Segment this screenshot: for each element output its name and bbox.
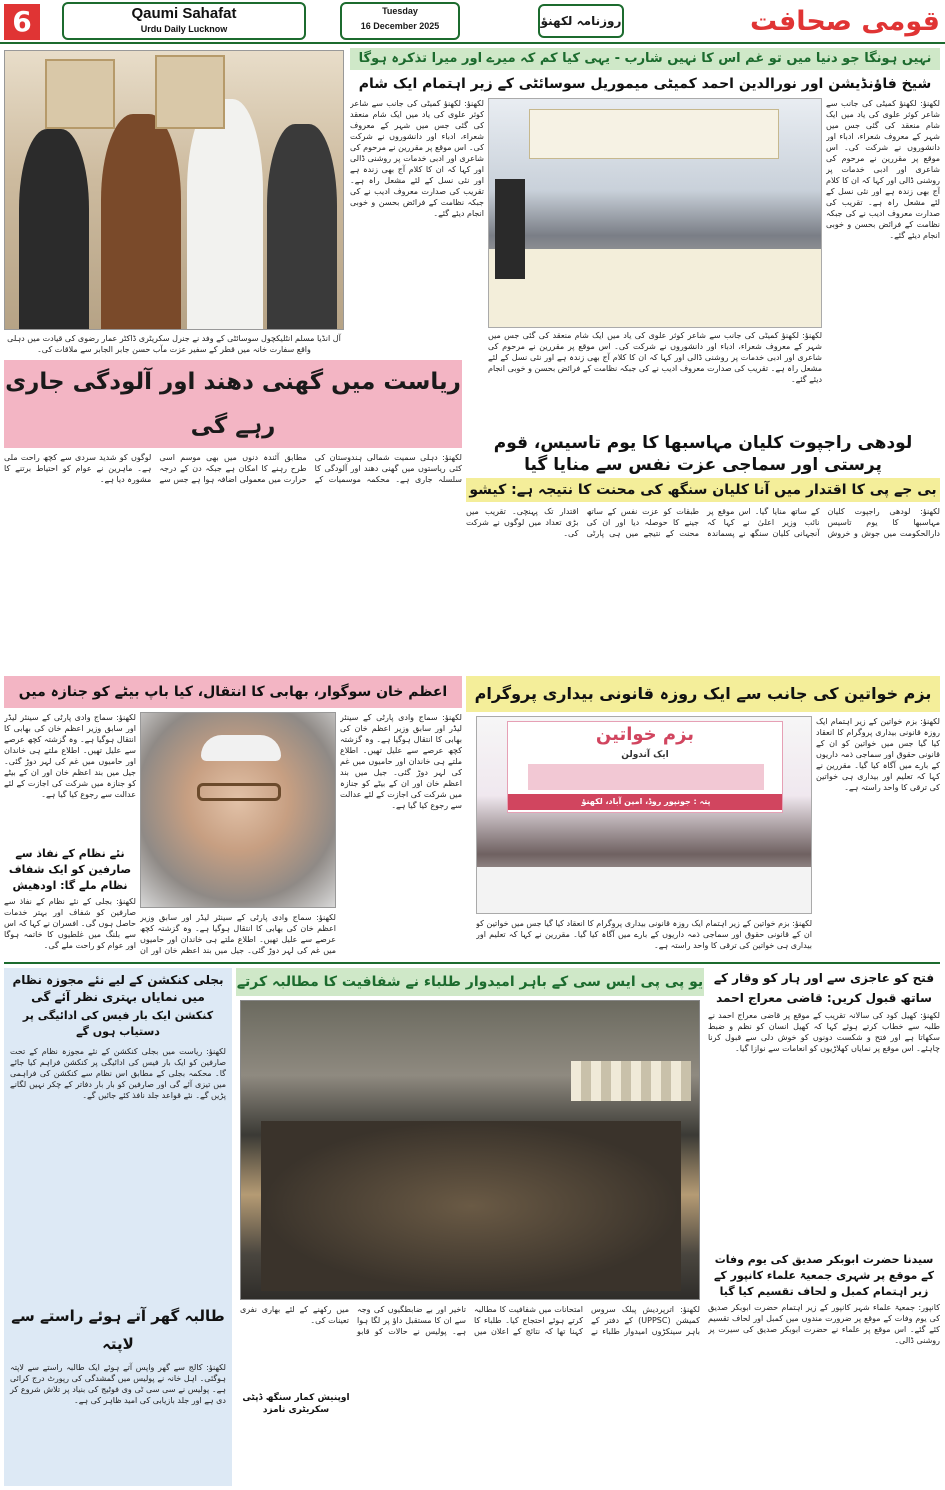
photo-person-1 — [19, 129, 89, 329]
women-banner-sub: ایک آندولن — [621, 750, 669, 760]
women-headline: بزم خواتین کی جانب سے ایک روزہ قانونی بیداری پروگرام — [466, 676, 940, 712]
azam-headline: اعظم خان سوگوار، بھابی کا انتقال، کیا باپ بیٹے کو جنازہ میں — [4, 676, 462, 708]
women-body-right: لکھنؤ: بزم خواتین کے زیر اہتمام ایک روزہ قانونی بیداری پروگرام کا انعقاد کیا گیا جس میں خواتین کو ان کے قانونی حقوق اور سماجی ذمہ داریوں کے بارے میں آگاہ کیا گیا۔ مقررین نے کہا کہ تعلیم اور بیداری ہی خواتین کی ترقی کا واحد راستہ ہے۔ — [816, 717, 940, 792]
portrait-glasses — [197, 783, 281, 801]
stage-table — [489, 249, 822, 328]
women-banner-strip — [528, 764, 764, 790]
stage-banner — [529, 109, 779, 159]
english-title-box — [62, 2, 306, 40]
weather-body: لکھنؤ: دہلی سمیت شمالی ہندوستان کی کئی ریاستوں میں گھنی دھند اور آلودگی کا سلسلہ جاری ہے۔ محکمہ موسمیات کے مطابق آئندہ دنوں میں بھی موسم اسی طرح رہنے کا امکان ہے جبکہ دن کے درجہ حرارت میں معمولی اضافہ ہوا ہے جس سے لوگوں کو شدید سردی سے کچھ راحت ملی ہے۔ ماہرین نے عوام کو احتیاط برتنے کا مشورہ دیا ہے۔ — [4, 453, 462, 484]
page-number: 6 — [4, 4, 40, 40]
weekday: Tuesday — [382, 6, 418, 16]
uppsc-headline: یو پی پی ایس سی کے باہر امیدوار طلباء نے شفافیت کا مطالبہ کرتے — [236, 968, 704, 996]
lodhi-subheadline: بی جے پی کا اقتدار میں آنا کلیان سنگھ کی محنت کا نتیجہ ہے: کیشو — [466, 478, 940, 502]
newspaper-logo: قومی صحافت — [750, 6, 940, 37]
women-body-bottom: لکھنؤ: بزم خواتین کے زیر اہتمام ایک روزہ قانونی بیداری پروگرام کا انعقاد کیا گیا جس میں خواتین کو ان کے قانونی حقوق اور سماجی ذمہ داریوں کے بارے میں آگاہ کیا گیا۔ مقررین نے کہا کہ تعلیم اور بیداری ہی خواتین کی ترقی کا واحد راستہ ہے۔ — [476, 919, 812, 950]
women-programme-photo — [476, 716, 812, 914]
date-box — [340, 2, 460, 40]
date: 16 December 2025 — [360, 21, 440, 31]
women-banner-venue: پتہ : جونپور روڈ، امین آباد، لکھنؤ — [508, 794, 783, 810]
electricity-subheadline: کنکشن ایک بار فیس کی ادائیگی پر دستیاب ہوں گے — [22, 1009, 214, 1038]
student-body: لکھنؤ: کالج سے گھر واپس آتے ہوئے ایک طالبہ راستے سے لاپتہ ہوگئی۔ اہل خانہ نے پولیس میں گمشدگی کی رپورٹ درج کرائی ہے۔ پولیس نے سی سی ٹی وی فوٹیج کی بنیاد پر تلاش شروع کر دی ہے اور جلد بازیابی کی امید ظاہر کی ہے۔ — [10, 1363, 226, 1405]
police-barricade — [571, 1061, 691, 1101]
uppsc-body: لکھنؤ: اترپردیش پبلک سروس کمیشن (UPPSC) کے دفتر کے باہر سینکڑوں امیدوار طلباء نے امتحانات میں شفافیت کا مطالبہ کرتے ہوئے احتجاج کیا۔ طلباء کا کہنا تھا کہ نتائج کے اعلان میں تاخیر اور بے ضابطگیوں کی وجہ سے ان کا مستقبل داؤ پر لگا ہوا ہے۔ پولیس نے حالات کو قابو میں رکھنے کے لئے بھاری نفری تعینات کی۔ — [240, 1305, 700, 1336]
women-table — [477, 867, 812, 914]
top-story-body-mid: لکھنؤ: لکھنؤ کمیٹی کی جانب سے شاعر کوثر علوی کی یاد میں ایک شام منعقد کی گئی جس میں شہر کے معروف شعراء، ادباء اور دانشوروں نے شرکت کی۔ اس موقع پر مقررین نے مرحوم کی شاعری اور ادبی خدمات پر روشنی ڈالی اور کہا کہ ان کا کلام آج بھی زندہ ہے اور نئی نسل کے لئے مشعل راہ ہے۔ تقریب کی صدارت معروف ادیب نے کی جبکہ نظامت کے فرائض بحسن و خوبی انجام دیئے گئے۔ — [488, 331, 822, 384]
uppsc-sidebar-headline: اوپنیش کمار سنگھ ڈپٹی سکریٹری نامزد — [240, 1392, 352, 1428]
electricity-headline: بجلی کنکشن کے لیے نئے مجوزہ نظام میں نمایاں بہتری نظر آئے گی — [12, 973, 224, 1004]
top-story-body-left: لکھنؤ: لکھنؤ کمیٹی کی جانب سے شاعر کوثر علوی کی یاد میں ایک شام منعقد کی گئی جس میں شہر کے معروف شعراء، ادباء اور دانشوروں نے شرکت کی۔ اس موقع پر مقررین نے مرحوم کی شاعری اور ادبی خدمات پر روشنی ڈالی اور کہا کہ ان کا کلام آج بھی زندہ ہے اور نئی نسل کے لئے مشعل راہ ہے۔ تقریب کی صدارت معروف ادیب نے کی جبکہ نظامت کے فرائض بحسن و خوبی انجام دیئے گئے۔ — [350, 99, 484, 218]
photo-person-3 — [187, 99, 263, 329]
electricity-body: لکھنؤ: ریاست میں بجلی کنکشن کے نئے مجوزہ نظام کے تحت صارفین کو ایک بار فیس کی ادائیگی پر کنکشن فراہم کیا جائے گا۔ محکمہ بجلی کے مطابق اس نظام سے کنکشن کی فراہمی میں تیزی آئے گی اور صارفین کو بار بار دفاتر کے چکر نہیں لگانے پڑیں گے۔ نئے قواعد جلد نافذ کئے جائیں گے۔ — [10, 1047, 226, 1100]
top-story-body-right: لکھنؤ: لکھنؤ کمیٹی کی جانب سے شاعر کوثر علوی کی یاد میں ایک شام منعقد کی گئی جس میں شہر کے معروف شعراء، ادباء اور دانشوروں نے شرکت کی۔ اس موقع پر مقررین نے مرحوم کی شاعری اور ادبی خدمات پر روشنی ڈالی اور کہا کہ ان کا کلام آج بھی زندہ ہے اور نئی نسل کے لئے مشعل راہ ہے۔ تقریب کی صدارت معروف ادیب نے کی جبکہ نظامت کے فرائض بحسن و خوبی انجام دیئے گئے۔ — [826, 99, 940, 240]
english-subtitle: Urdu Daily Lucknow — [140, 24, 228, 34]
uppsc-protest-photo — [240, 1000, 700, 1300]
top-story-headline: شیخ فاؤنڈیشن اور نورالدین احمد کمیٹی میموریل سوسائٹی کے زیر اہتمام ایک شام — [358, 76, 932, 92]
azam-sidebar-body: لکھنؤ: بجلی کے نئے نظام کے نفاذ سے صارفین کو شفاف اور بہتر خدمات حاصل ہوں گی۔ افسران نے کہا کہ اس سے بلنگ میں غلطیوں کا خاتمہ ہوگا اور عوام کو راحت ملے گی۔ — [4, 897, 136, 950]
top-story-kicker: نہیں ہونگا جو دنیا میں تو غم اس کا نہیں شارب - یہی کیا کم کہ میرے اور میرا تذکرہ ہوگا — [350, 48, 940, 70]
lodhi-body: لکھنؤ: لودھی راجپوت کلیان مہاسبھا کا یوم تاسیس دارالحکومت میں جوش و خروش کے ساتھ منایا گیا۔ اس موقع پر نائب وزیر اعلیٰ نے کہا کہ آنجہانی کلیان سنگھ نے پسماندہ طبقات کو عزت نفس کے ساتھ جینے کا حوصلہ دیا اور ان کی محنت کے نتیجے میں ہی پارٹی اقتدار تک پہنچی۔ تقریب میں بڑی تعداد میں لوگوں نے شرکت کی۔ — [466, 507, 940, 538]
section-divider — [4, 962, 940, 964]
photo-person-4 — [267, 124, 337, 329]
electricity-panel — [4, 968, 232, 1486]
delegation-photo — [4, 50, 344, 330]
women-banner — [507, 721, 783, 813]
speaker-podium — [495, 179, 525, 279]
portrait-hair — [201, 735, 281, 761]
roznama-label: روزنامہ لکھنؤ — [538, 4, 624, 38]
azam-body-right: لکھنؤ: سماج وادی پارٹی کے سینئر لیڈر اور سابق وزیر اعظم خان کی بھابی کا انتقال ہوگیا ہے۔ وہ گزشتہ کچھ عرصے سے علیل تھیں۔ اطلاع ملتے ہی خاندان اور حامیوں میں غم کی لہر دوڑ گئی۔ جیل میں بند اعظم خان اور ان کے بیٹے کو جنازہ میں شرکت کی اجازت کے لئے عدالت سے رجوع کیا گیا ہے۔ — [340, 713, 462, 810]
student-headline: طالبہ گھر آتے ہوئے راستے سے لاپتہ — [11, 1307, 225, 1353]
azam-sidebar-headline: نئے نظام کے نفاذ سے صارفین کو ایک شفاف نظام ملے گا: اودھیش — [8, 847, 132, 892]
english-title: Qaumi Sahafat — [131, 5, 237, 22]
meraj-headline: فتح کو عاجزی سے اور ہار کو وقار کے ساتھ قبول کریں: قاضی معراج احمد — [713, 971, 935, 1005]
weather-headline-line1: ریاست میں گھنی دھند اور آلودگی جاری رہے گی — [5, 369, 461, 439]
azam-body-below-photo: لکھنؤ: سماج وادی پارٹی کے سینئر لیڈر اور سابق وزیر اعظم خان کی بھابی کا انتقال ہوگیا ہے۔ وہ گزشتہ کچھ عرصے سے علیل تھیں۔ اطلاع ملتے ہی خاندان اور حامیوں میں غم کی لہر دوڑ گئی۔ جیل میں بند اعظم خان اور ان — [140, 913, 336, 955]
lodhi-headline: لودھی راجپوت کلیان مہاسبھا کا یوم تاسیس، قوم پرستی اور سماجی عزت نفس سے منایا گیا — [493, 433, 913, 475]
women-banner-title: بزم خواتین — [595, 724, 695, 745]
portrait-frame-1 — [45, 59, 115, 129]
azam-khan-portrait — [140, 712, 336, 908]
delegation-caption: آل انڈیا مسلم انٹلیکچول سوسائٹی کے وفد نے جنرل سکریٹری ڈاکٹر عمار رضوی کی قیادت میں دہلی واقع سفارت خانہ میں قطر کے سفیر عزت مآب حسن جابر الجابر سے ملاقات کی۔ — [7, 334, 341, 354]
weather-headline-band — [4, 360, 462, 448]
meraj-body: لکھنؤ: کھیل کود کی سالانہ تقریب کے موقع پر قاضی معراج احمد نے طلبہ سے خطاب کرتے ہوئے کہا کہ کھیل انسان کو نظم و ضبط سکھاتا ہے اور فتح و شکست دونوں کو خوش دلی سے قبول کرنا چاہئے۔ اس موقع پر نمایاں کھلاڑیوں کو انعامات سے نوازا گیا۔ — [708, 1011, 940, 1053]
azam-sidebar-body-top: لکھنؤ: سماج وادی پارٹی کے سینئر لیڈر اور سابق وزیر اعظم خان کی بھابی کا انتقال ہوگیا ہے۔ وہ گزشتہ کچھ عرصے سے علیل تھیں۔ اطلاع ملتے ہی خاندان اور حامیوں میں غم کی لہر دوڑ گئی۔ جیل میں بند اعظم خان اور ان کے بیٹے کو جنازہ میں شرکت کی اجازت کے لئے عدالت سے رجوع کیا گیا ہے۔ — [4, 713, 136, 799]
meraj-second-body: کانپور: جمعیۃ علماء شہر کانپور کے زیر اہتمام حضرت ابوبکر صدیق کی یوم وفات کے موقع پر ضرورت مندوں میں کمبل اور لحاف تقسیم کئے گئے۔ اس موقع پر علماء نے حضرت ابوبکر صدیق کی سیرت پر روشنی ڈالی۔ — [708, 1303, 940, 1345]
photo-person-2 — [101, 114, 181, 329]
mushaira-stage-photo — [488, 98, 822, 328]
portrait-frame-2 — [155, 55, 225, 129]
crowd-area — [261, 1121, 681, 1291]
meraj-second-headline: سیدنا حضرت ابوبکر صدیق کی یوم وفات کے موقع پر شہری جمعیۃ علماء کانپور کے زیر اہتمام کمبل و لحاف تقسیم کیا گیا — [713, 1253, 935, 1298]
